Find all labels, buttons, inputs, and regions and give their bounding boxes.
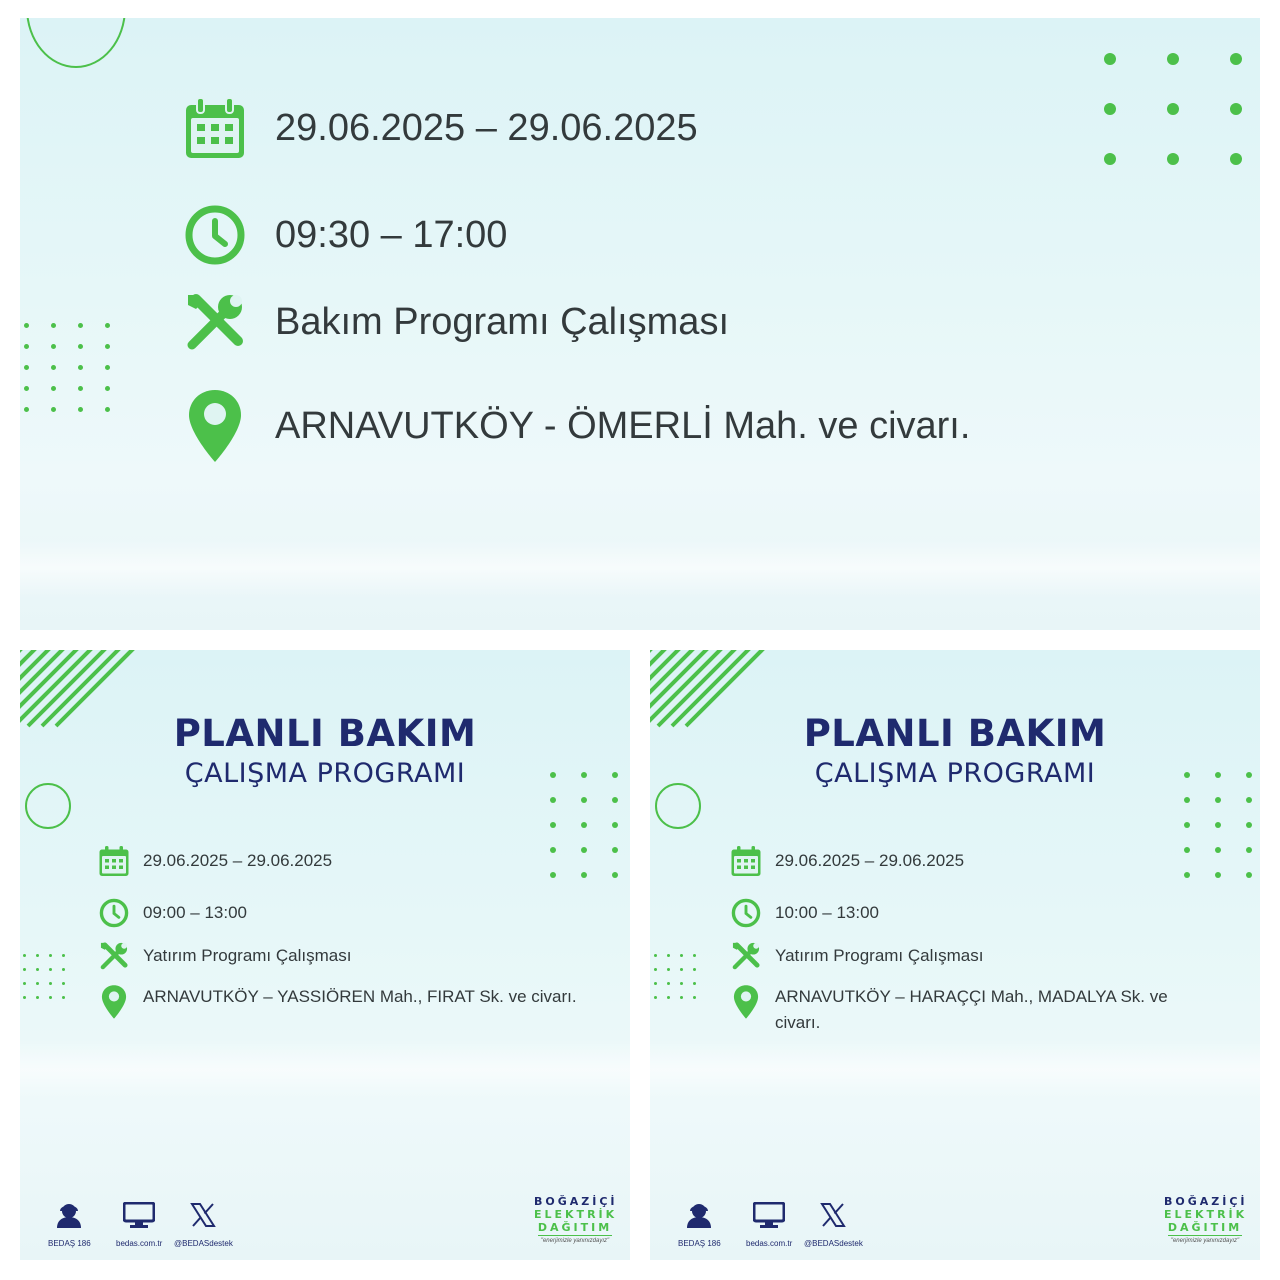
work-type: Yatırım Programı Çalışması xyxy=(143,946,352,965)
date-range: 29.06.2025 – 29.06.2025 xyxy=(775,851,965,870)
decor-dot xyxy=(680,982,683,985)
decor-dot xyxy=(1184,822,1190,828)
time-range: 09:00 – 13:00 xyxy=(143,903,247,922)
decor-dot xyxy=(1230,53,1242,65)
monitor-icon xyxy=(123,1202,155,1233)
decor-dot xyxy=(667,982,670,985)
location-row xyxy=(96,984,623,1020)
decor-dot xyxy=(1246,847,1252,853)
panel-subtitle: ÇALIŞMA PROGRAMI xyxy=(814,758,1096,789)
date-row xyxy=(728,845,964,877)
location-pin-icon xyxy=(96,984,132,1020)
work-type: Bakım Programı Çalışması xyxy=(275,300,729,343)
bedas-logo: BOĞAZİÇİ ELEKTRİK DAĞITIM "enerjimizle yanınızdayız" xyxy=(1164,1195,1248,1244)
decor-dot xyxy=(550,772,556,778)
decor-dot xyxy=(1104,103,1116,115)
decor-dot xyxy=(693,954,696,957)
decor-dot xyxy=(24,323,29,328)
panel-title: PLANLI BAKIM xyxy=(803,712,1107,755)
decor-dot xyxy=(1215,772,1221,778)
decor-dot xyxy=(1184,847,1190,853)
support-agent-icon xyxy=(684,1202,714,1233)
decor-dot xyxy=(581,772,587,778)
decor-dot xyxy=(654,968,657,971)
decor-dot xyxy=(693,996,696,999)
decor-dot xyxy=(1184,797,1190,803)
location-row xyxy=(728,984,1215,1036)
decor-dot xyxy=(612,822,618,828)
decor-dot xyxy=(612,772,618,778)
decor-dot xyxy=(23,968,26,971)
decor-dot xyxy=(1104,53,1116,65)
decor-dot xyxy=(78,323,83,328)
clock-icon xyxy=(96,898,132,928)
decor-ring xyxy=(26,18,126,68)
decor-dot xyxy=(550,847,556,853)
decor-dot xyxy=(49,954,52,957)
decor-dot xyxy=(24,407,29,412)
decor-dot xyxy=(49,982,52,985)
date-range: 29.06.2025 – 29.06.2025 xyxy=(275,106,698,149)
decor-dot xyxy=(1246,772,1252,778)
decor-dot xyxy=(24,386,29,391)
decor-dot xyxy=(693,968,696,971)
decor-dot xyxy=(1215,797,1221,803)
decor-dot xyxy=(550,872,556,878)
decor-dot xyxy=(667,954,670,957)
decor-dot xyxy=(1167,53,1179,65)
decor-dot xyxy=(1167,153,1179,165)
date-range: 29.06.2025 – 29.06.2025 xyxy=(143,851,333,870)
tools-icon xyxy=(180,291,250,353)
decor-dot xyxy=(24,344,29,349)
decor-dot xyxy=(581,872,587,878)
footer-social: @BEDASdestek xyxy=(804,1202,863,1248)
work-type: Yatırım Programı Çalışması xyxy=(775,946,984,965)
decor-dot xyxy=(612,872,618,878)
x-logo-icon xyxy=(820,1202,846,1233)
decor-dot xyxy=(23,996,26,999)
decor-dot xyxy=(1246,797,1252,803)
location-pin-icon xyxy=(728,984,764,1020)
decor-dot xyxy=(62,982,65,985)
right-announcement-panel xyxy=(650,650,1260,1260)
location-row xyxy=(180,388,970,464)
decor-dot xyxy=(78,407,83,412)
decor-dot xyxy=(581,797,587,803)
type-row xyxy=(728,941,983,971)
decor-dot xyxy=(693,982,696,985)
decor-dot xyxy=(51,344,56,349)
monitor-icon xyxy=(753,1202,785,1233)
footer-social: @BEDASdestek xyxy=(174,1202,233,1248)
decor-dot xyxy=(581,822,587,828)
footer-web: bedas.com.tr xyxy=(116,1202,162,1248)
location: ARNAVUTKÖY – YASSIÖREN Mah., FIRAT Sk. ve civarı. xyxy=(143,987,577,1006)
decor-dot xyxy=(51,407,56,412)
decor-dot xyxy=(654,996,657,999)
decor-dot xyxy=(667,996,670,999)
decor-dot xyxy=(105,407,110,412)
x-logo-icon xyxy=(190,1202,216,1233)
decor-ring xyxy=(25,783,71,829)
time-row xyxy=(180,204,507,266)
decor-dot xyxy=(62,968,65,971)
time-range: 09:30 – 17:00 xyxy=(275,213,508,256)
decor-dot xyxy=(1184,772,1190,778)
decor-dot xyxy=(36,954,39,957)
clock-icon xyxy=(180,204,250,266)
decor-dot xyxy=(581,847,587,853)
decor-ring xyxy=(655,783,701,829)
date-row xyxy=(180,96,698,160)
panel-subtitle: ÇALIŞMA PROGRAMI xyxy=(184,758,466,789)
panel-title: PLANLI BAKIM xyxy=(173,712,477,755)
decor-dot xyxy=(1184,872,1190,878)
decor-dot xyxy=(1167,103,1179,115)
support-agent-icon xyxy=(54,1202,84,1233)
decor-dot xyxy=(654,982,657,985)
calendar-icon xyxy=(96,845,132,877)
decor-dot xyxy=(23,954,26,957)
decor-dot xyxy=(51,323,56,328)
decor-dot xyxy=(51,386,56,391)
tools-icon xyxy=(728,941,764,971)
date-row xyxy=(96,845,332,877)
decor-dot xyxy=(1246,822,1252,828)
time-range: 10:00 – 13:00 xyxy=(775,903,879,922)
decor-dot xyxy=(49,996,52,999)
decor-dot xyxy=(23,982,26,985)
decor-dot xyxy=(36,968,39,971)
decor-dot xyxy=(62,996,65,999)
left-announcement-panel xyxy=(20,650,630,1260)
decor-dot xyxy=(105,386,110,391)
decor-dot xyxy=(667,968,670,971)
decor-dot xyxy=(1230,103,1242,115)
decor-dot xyxy=(1215,847,1221,853)
decor-dot xyxy=(78,365,83,370)
decor-dot xyxy=(550,797,556,803)
decor-dot xyxy=(105,365,110,370)
decor-dot xyxy=(78,386,83,391)
calendar-icon xyxy=(180,96,250,160)
footer-phone: BEDAŞ 186 xyxy=(48,1202,91,1248)
tools-icon xyxy=(96,941,132,971)
decor-dot xyxy=(654,954,657,957)
location: ARNAVUTKÖY – HARAÇÇI Mah., MADALYA Sk. ve civarı. xyxy=(775,987,1168,1032)
decor-dot xyxy=(1215,822,1221,828)
decor-dot xyxy=(1104,153,1116,165)
time-row xyxy=(96,898,247,928)
decor-dot xyxy=(62,954,65,957)
clock-icon xyxy=(728,898,764,928)
decor-dot xyxy=(612,797,618,803)
decor-dot xyxy=(51,365,56,370)
decor-dot xyxy=(680,996,683,999)
decor-dot xyxy=(1230,153,1242,165)
decor-dot xyxy=(1215,872,1221,878)
footer-phone: BEDAŞ 186 xyxy=(678,1202,721,1248)
type-row xyxy=(180,291,729,353)
footer-web: bedas.com.tr xyxy=(746,1202,792,1248)
time-row xyxy=(728,898,879,928)
decor-dot xyxy=(612,847,618,853)
decor-dot xyxy=(78,344,83,349)
decor-dot xyxy=(36,982,39,985)
decor-dot xyxy=(680,954,683,957)
decor-dot xyxy=(36,996,39,999)
top-announcement-panel xyxy=(20,18,1260,630)
decor-dot xyxy=(49,968,52,971)
decor-dot xyxy=(105,344,110,349)
decor-dot xyxy=(550,822,556,828)
decor-dot xyxy=(24,365,29,370)
decor-dot xyxy=(680,968,683,971)
calendar-icon xyxy=(728,845,764,877)
bedas-logo: BOĞAZİÇİ ELEKTRİK DAĞITIM "enerjimizle yanınızdayız" xyxy=(534,1195,618,1244)
type-row xyxy=(96,941,351,971)
location-pin-icon xyxy=(180,388,250,464)
decor-dot xyxy=(1246,872,1252,878)
decor-dot xyxy=(105,323,110,328)
location: ARNAVUTKÖY - ÖMERLİ Mah. ve civarı. xyxy=(275,404,971,447)
